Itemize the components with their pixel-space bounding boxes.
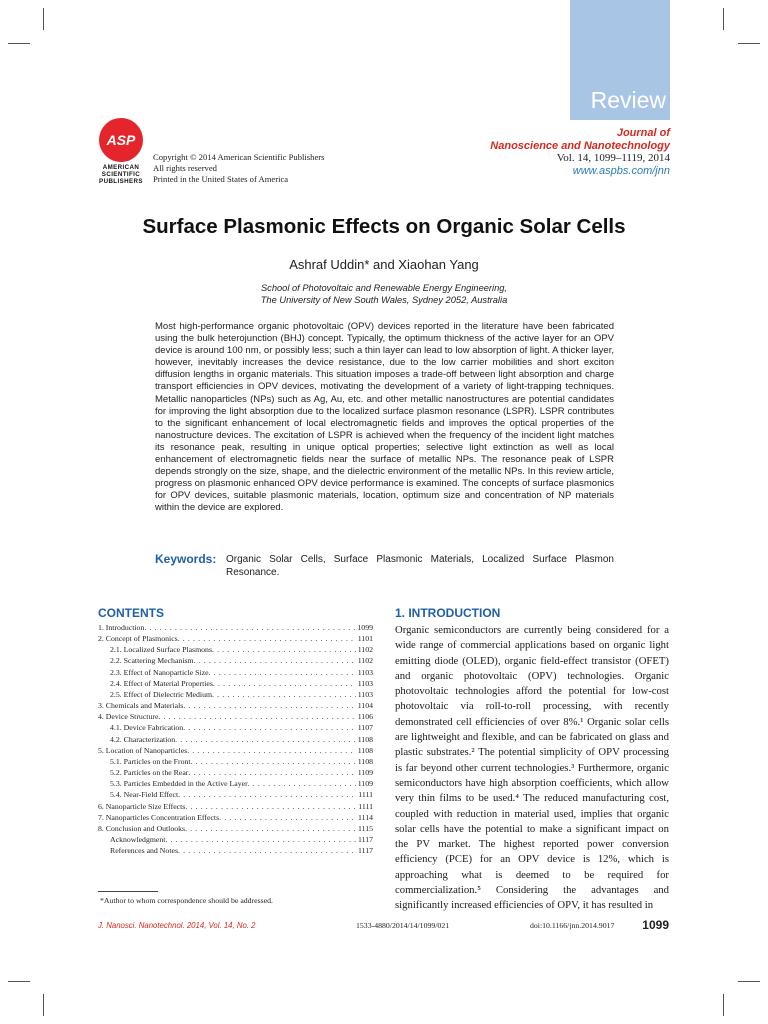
toc-entry-page: 1115 bbox=[357, 823, 373, 833]
footnote: *Author to whom correspondence should be addressed. bbox=[100, 896, 274, 905]
toc-entry[interactable] bbox=[98, 812, 373, 823]
toc-leader-dots bbox=[175, 734, 356, 745]
introduction-heading: 1. INTRODUCTION bbox=[395, 606, 501, 620]
journal-url[interactable]: www.aspbs.com/jnn bbox=[572, 164, 670, 177]
crop-mark bbox=[8, 981, 30, 982]
toc-entry-label: 2.2. Scattering Mechanism bbox=[110, 656, 194, 666]
toc-entry[interactable] bbox=[98, 667, 373, 678]
toc-leader-dots bbox=[183, 722, 356, 733]
table-of-contents bbox=[98, 622, 373, 856]
toc-entry[interactable] bbox=[98, 834, 373, 845]
toc-entry[interactable] bbox=[98, 644, 373, 655]
toc-entry-page: 1103 bbox=[357, 689, 373, 699]
toc-entry[interactable] bbox=[98, 767, 373, 778]
toc-entry-page: 1117 bbox=[357, 834, 373, 844]
toc-leader-dots bbox=[178, 633, 356, 644]
toc-entry[interactable] bbox=[98, 722, 373, 733]
keywords-value: Organic Solar Cells, Surface Plasmonic Materials, Localized Surface Plasmon Resonance. bbox=[226, 554, 614, 578]
toc-entry[interactable] bbox=[98, 678, 373, 689]
toc-entry[interactable] bbox=[98, 622, 373, 633]
crop-mark bbox=[8, 43, 30, 44]
introduction-text: Organic semiconductors are currently being considered for a wide range of commercial applications based on organic light emitting diode (OLED), organic field-effect transistor (OFET) and organic photovoltaic (OPV) technologies. Organic photovoltaic technologies afford the potential for low-cost photovoltaic via roll-to-roll processing, with recently demonstrated cell efficiencies of over 8%.¹ Organic solar cells are lightweight and flexible, and can be fabricated on glass and plastic substrates.² The potential simplicity of OPV processing is far beyond other current technologies.³ Furthermore, organic semiconductors have high absorption coefficients, which allow very thin films to be used.⁴ The reduced manufacturing cost, coupled with reduction in material used, implies that organic solar cells have the potential to make a significant impact on the PV market. The highest reported power conversion efficiency (PCE) for an OPV device is 12%, which is approaching what is deemed to be required for commercialization.⁵ Considering the advantages and significantly increased efficiencies of OPV, it has resulted in bbox=[395, 624, 669, 912]
abstract: Most high-performance organic photovoltaic (OPV) devices reported in the literature have been fabricated using the bulk heterojunction (BHJ) concept. Typically, the optimum thickness of the active layer for an OPV device is around 100 nm, or possibly less; such a thin layer can lead to low absorption of light. A thicker layer, however, inevitably increases the device resistance, due to the low carrier mobilities and short exciton diffusion lengths in organic materials. This situation imposes a trade-off between light absorption and charge transport efficiencies in OPV devices, motivating the development of a variety of light-trapping techniques. Metallic nanoparticles (NPs) such as Ag, Au, etc. and other metallic nanostructures are potential candidates for improving the light absorption due to the localized surface plasmon resonance (LSPR). LSPR contributes to the significant enhancement of local electromagnetic fields and improves the optical properties of the nanostructure devices. The excitation of LSPR is achieved when the frequency of the incident light matches its resonance peak, resulting in unique optical properties; selective light extinction as well as local enhancement of electromagnetic fields near the surface of metallic NPs. The resonance peak of LSPR depends strongly on the size, shape, and the dielectric environment of the metallic NPs. In this review article, progress on plasmonic enhanced OPV device performance is examined. The concepts of surface plasmonics for OPV devices, suitable plasmonic materials, location, optimum size and concentration of NP materials within the device are explored. bbox=[155, 321, 614, 514]
toc-entry-label: 2.3. Effect of Nanoparticle Size bbox=[110, 667, 209, 677]
toc-entry-label: 4.1. Device Fabrication bbox=[110, 723, 184, 733]
toc-entry-page: 1102 bbox=[357, 645, 373, 655]
contents-heading: CONTENTS bbox=[98, 606, 164, 620]
footer-issn: 1533-4880/2014/14/1099/021 bbox=[356, 921, 450, 930]
toc-entry-label: 4. Device Structure bbox=[98, 712, 159, 722]
toc-entry-page: 1111 bbox=[358, 801, 373, 811]
toc-entry[interactable] bbox=[98, 756, 373, 767]
toc-entry-label: 5.2. Particles on the Rear bbox=[110, 768, 189, 778]
page-number: 1099 bbox=[642, 918, 669, 932]
publisher-logo bbox=[97, 118, 145, 185]
toc-leader-dots bbox=[144, 622, 355, 633]
toc-leader-dots bbox=[158, 711, 355, 722]
toc-entry[interactable] bbox=[98, 778, 373, 789]
journal-volume: Vol. 14, 1099–1119, 2014 bbox=[556, 152, 670, 164]
footer-doi[interactable]: doi:10.1166/jnn.2014.9017 bbox=[530, 921, 615, 930]
toc-entry-label: 5. Location of Nanoparticles bbox=[98, 745, 188, 755]
toc-entry-label: Acknowledgment bbox=[110, 834, 166, 844]
article-title: Surface Plasmonic Effects on Organic Solar Cells bbox=[142, 215, 626, 238]
keywords-label: Keywords: bbox=[155, 552, 217, 566]
toc-entry-label: References and Notes bbox=[110, 846, 178, 856]
toc-entry-page: 1109 bbox=[357, 779, 373, 789]
journal-title-line2: Nanoscience and Nanotechnology bbox=[490, 139, 670, 152]
toc-entry-label: 7. Nanoparticles Concentration Effects bbox=[98, 812, 220, 822]
toc-entry-page: 1101 bbox=[357, 634, 373, 644]
toc-entry-label: 6. Nanoparticle Size Effects bbox=[98, 801, 186, 811]
toc-entry-label: 5.1. Particles on the Front bbox=[110, 756, 191, 766]
asp-logo-circle: ASP bbox=[99, 118, 143, 162]
crop-mark bbox=[43, 994, 44, 1016]
toc-entry-label: 2. Concept of Plasmonics bbox=[98, 634, 178, 644]
review-band bbox=[570, 0, 670, 120]
toc-entry-page: 1102 bbox=[357, 656, 373, 666]
toc-leader-dots bbox=[212, 689, 356, 700]
toc-entry-page: 1114 bbox=[357, 812, 373, 822]
toc-entry[interactable] bbox=[98, 845, 373, 856]
toc-entry-label: 5.4. Near-Field Effect bbox=[110, 790, 179, 800]
toc-entry-label: 2.4. Effect of Material Properties bbox=[110, 678, 213, 688]
article-authors: Ashraf Uddin* and Xiaohan Yang bbox=[289, 257, 479, 272]
toc-entry-page: 1109 bbox=[357, 768, 373, 778]
toc-leader-dots bbox=[183, 700, 355, 711]
toc-leader-dots bbox=[219, 812, 356, 823]
toc-entry[interactable] bbox=[98, 689, 373, 700]
toc-entry-label: 2.5. Effect of Dielectric Medium bbox=[110, 689, 213, 699]
footnote-divider bbox=[98, 891, 158, 892]
crop-mark bbox=[738, 43, 760, 44]
toc-entry-page: 1103 bbox=[357, 678, 373, 688]
publisher-logo-subtext: AMERICAN SCIENTIFIC PUBLISHERS bbox=[99, 164, 143, 185]
toc-leader-dots bbox=[178, 789, 356, 800]
toc-entry-label: 2.1. Localized Surface Plasmons bbox=[110, 645, 212, 655]
journal-title-line1: Journal of bbox=[616, 127, 670, 139]
journal-info bbox=[490, 127, 670, 177]
toc-entry-label: 8. Conclusion and Outlooks bbox=[98, 823, 186, 833]
toc-entry-page: 1103 bbox=[357, 667, 373, 677]
toc-leader-dots bbox=[188, 767, 355, 778]
toc-leader-dots bbox=[178, 845, 356, 856]
toc-entry-label: 1. Introduction bbox=[98, 623, 145, 632]
toc-entry[interactable] bbox=[98, 655, 373, 666]
toc-entry[interactable] bbox=[98, 700, 373, 711]
author-affiliation: School of Photovoltaic and Renewable Energy Engineering, The University of New South Wales, Sydney 2052, Australia bbox=[260, 283, 508, 305]
toc-leader-dots bbox=[212, 644, 356, 655]
toc-entry-page: 1107 bbox=[357, 723, 373, 733]
toc-entry-page: 1099 bbox=[357, 623, 373, 632]
toc-entry-page: 1108 bbox=[357, 745, 373, 755]
crop-mark bbox=[738, 981, 760, 982]
toc-leader-dots bbox=[213, 678, 356, 689]
keywords bbox=[155, 553, 614, 579]
toc-leader-dots bbox=[191, 756, 356, 767]
toc-leader-dots bbox=[194, 655, 356, 666]
toc-entry[interactable] bbox=[98, 823, 373, 834]
crop-mark bbox=[723, 994, 724, 1016]
toc-entry[interactable] bbox=[98, 711, 373, 722]
toc-entry-label: 5.3. Particles Embedded in the Active Layer bbox=[110, 779, 248, 789]
copyright-notice: Copyright © 2014 American Scientific Publishers All rights reserved Printed in the United States of America bbox=[153, 152, 325, 184]
toc-entry[interactable] bbox=[98, 633, 373, 644]
toc-entry-page: 1106 bbox=[357, 712, 373, 722]
toc-leader-dots bbox=[187, 745, 355, 756]
toc-entry-page: 1108 bbox=[357, 756, 373, 766]
toc-leader-dots bbox=[165, 834, 356, 845]
review-label: Review bbox=[590, 87, 666, 113]
toc-entry-page: 1117 bbox=[357, 846, 373, 856]
footer-citation: J. Nanosci. Nanotechnol. 2014, Vol. 14, No. 2 bbox=[98, 921, 256, 930]
toc-leader-dots bbox=[185, 801, 356, 812]
crop-mark bbox=[723, 8, 724, 30]
crop-mark bbox=[43, 8, 44, 30]
toc-leader-dots bbox=[248, 778, 356, 789]
toc-entry-page: 1111 bbox=[358, 790, 373, 800]
toc-leader-dots bbox=[185, 823, 356, 834]
toc-entry[interactable] bbox=[98, 801, 373, 812]
toc-entry-page: 1108 bbox=[357, 734, 373, 744]
toc-entry-label: 4.2. Characterization bbox=[110, 734, 176, 744]
toc-entry-page: 1104 bbox=[357, 701, 373, 711]
toc-entry[interactable] bbox=[98, 734, 373, 745]
toc-entry-label: 3. Chemicals and Materials bbox=[98, 701, 184, 711]
toc-entry[interactable] bbox=[98, 745, 373, 756]
toc-entry[interactable] bbox=[98, 789, 373, 800]
toc-leader-dots bbox=[209, 667, 356, 678]
